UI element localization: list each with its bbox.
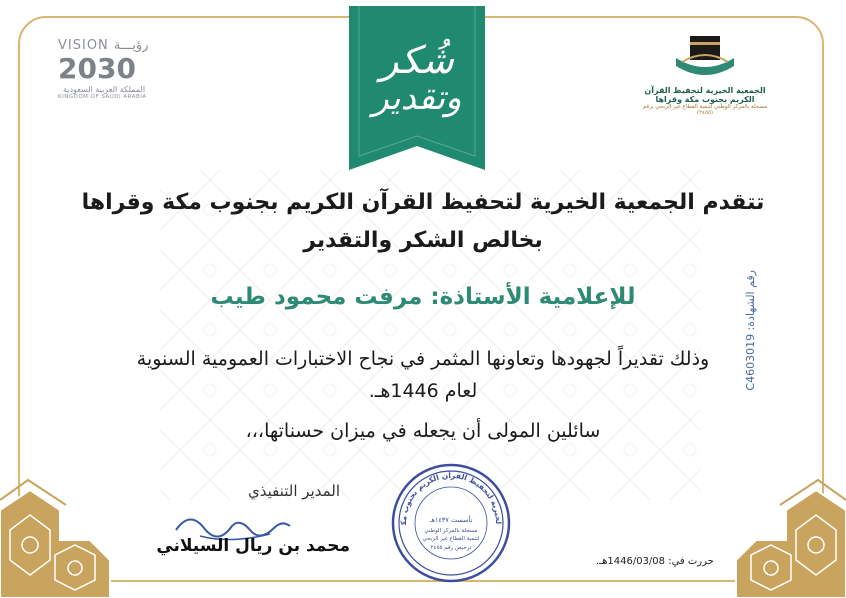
certificate-number-label: رقم الشهادة: [744, 270, 757, 331]
seal-stamp [390, 462, 512, 584]
thanks-banner [349, 6, 485, 170]
banner-title-appreciation: وتقدير [372, 78, 462, 118]
organization-name: الجمعية الخيرية لتحفيظ القرآن الكريم بجنوب مكة وقراها [644, 86, 766, 104]
vision-country-ar: المملكة العربية السعودية [62, 85, 146, 94]
vision-2030-logo [58, 38, 158, 100]
vision-country-en: KINGDOM OF SAUDI ARABIA [58, 94, 147, 100]
certificate-number-value: C4603019 [744, 333, 757, 391]
seal-org-name: لخيرية لتحفيظ القرآن الكريم بجنوب مك [398, 470, 504, 526]
certificate-body-line1: وذلك تقديراً لجهودها وتعاونها المثمر في نجاح الاختبارات العمومية السنوية [136, 348, 710, 370]
organization-logo [640, 28, 770, 116]
ornament-bottom-right [706, 470, 846, 598]
seal-registration-1: مسجلة بالمركز الوطني [424, 528, 478, 534]
seal-registration-2: لتنمية القطاع غير الربحي [422, 536, 480, 542]
seal-founded: تأسست ١٤٣٧هـ [429, 516, 473, 524]
banner-title-thanks: شُكر [380, 38, 454, 82]
issued-label: حررت في: [668, 556, 714, 567]
director-name: محمد بن ريال السيلاني [156, 536, 350, 556]
certificate-heading-line2: بخالص الشكر والتقدير [303, 228, 543, 253]
ornament-bottom-left [0, 470, 140, 598]
organization-seal [390, 462, 512, 584]
certificate-body-line2: لعام 1446هـ. [368, 380, 478, 402]
kaaba-icon [670, 28, 740, 80]
seal-registration-3: ترخيص رقم ٢٤٥٥ [430, 545, 472, 551]
vision-title: VISION رؤيـــة [58, 38, 149, 53]
certificate-prayer: سائلين المولى أن يجعله في ميزان حسناتها،،، [245, 420, 601, 442]
director-title: المدير التنفيذي [247, 482, 340, 500]
issued-value: 1446/03/08هـ. [596, 556, 666, 567]
organization-registration: مسجلة بالمركز الوطني لتنمية القطاع غير الربحي برقم (٢٤٥٥) [642, 104, 768, 116]
certificate-heading-line1: تتقدم الجمعية الخيرية لتحفيظ القرآن الكريم بجنوب مكة وقراها [81, 190, 765, 215]
honoree-name: للإعلامية الأستاذة: مرفت محمود طيب [210, 284, 636, 310]
issued-date [596, 556, 714, 567]
certificate-number [744, 270, 757, 400]
director-signature-block [120, 480, 350, 570]
vision-year: 2030 [58, 52, 136, 85]
